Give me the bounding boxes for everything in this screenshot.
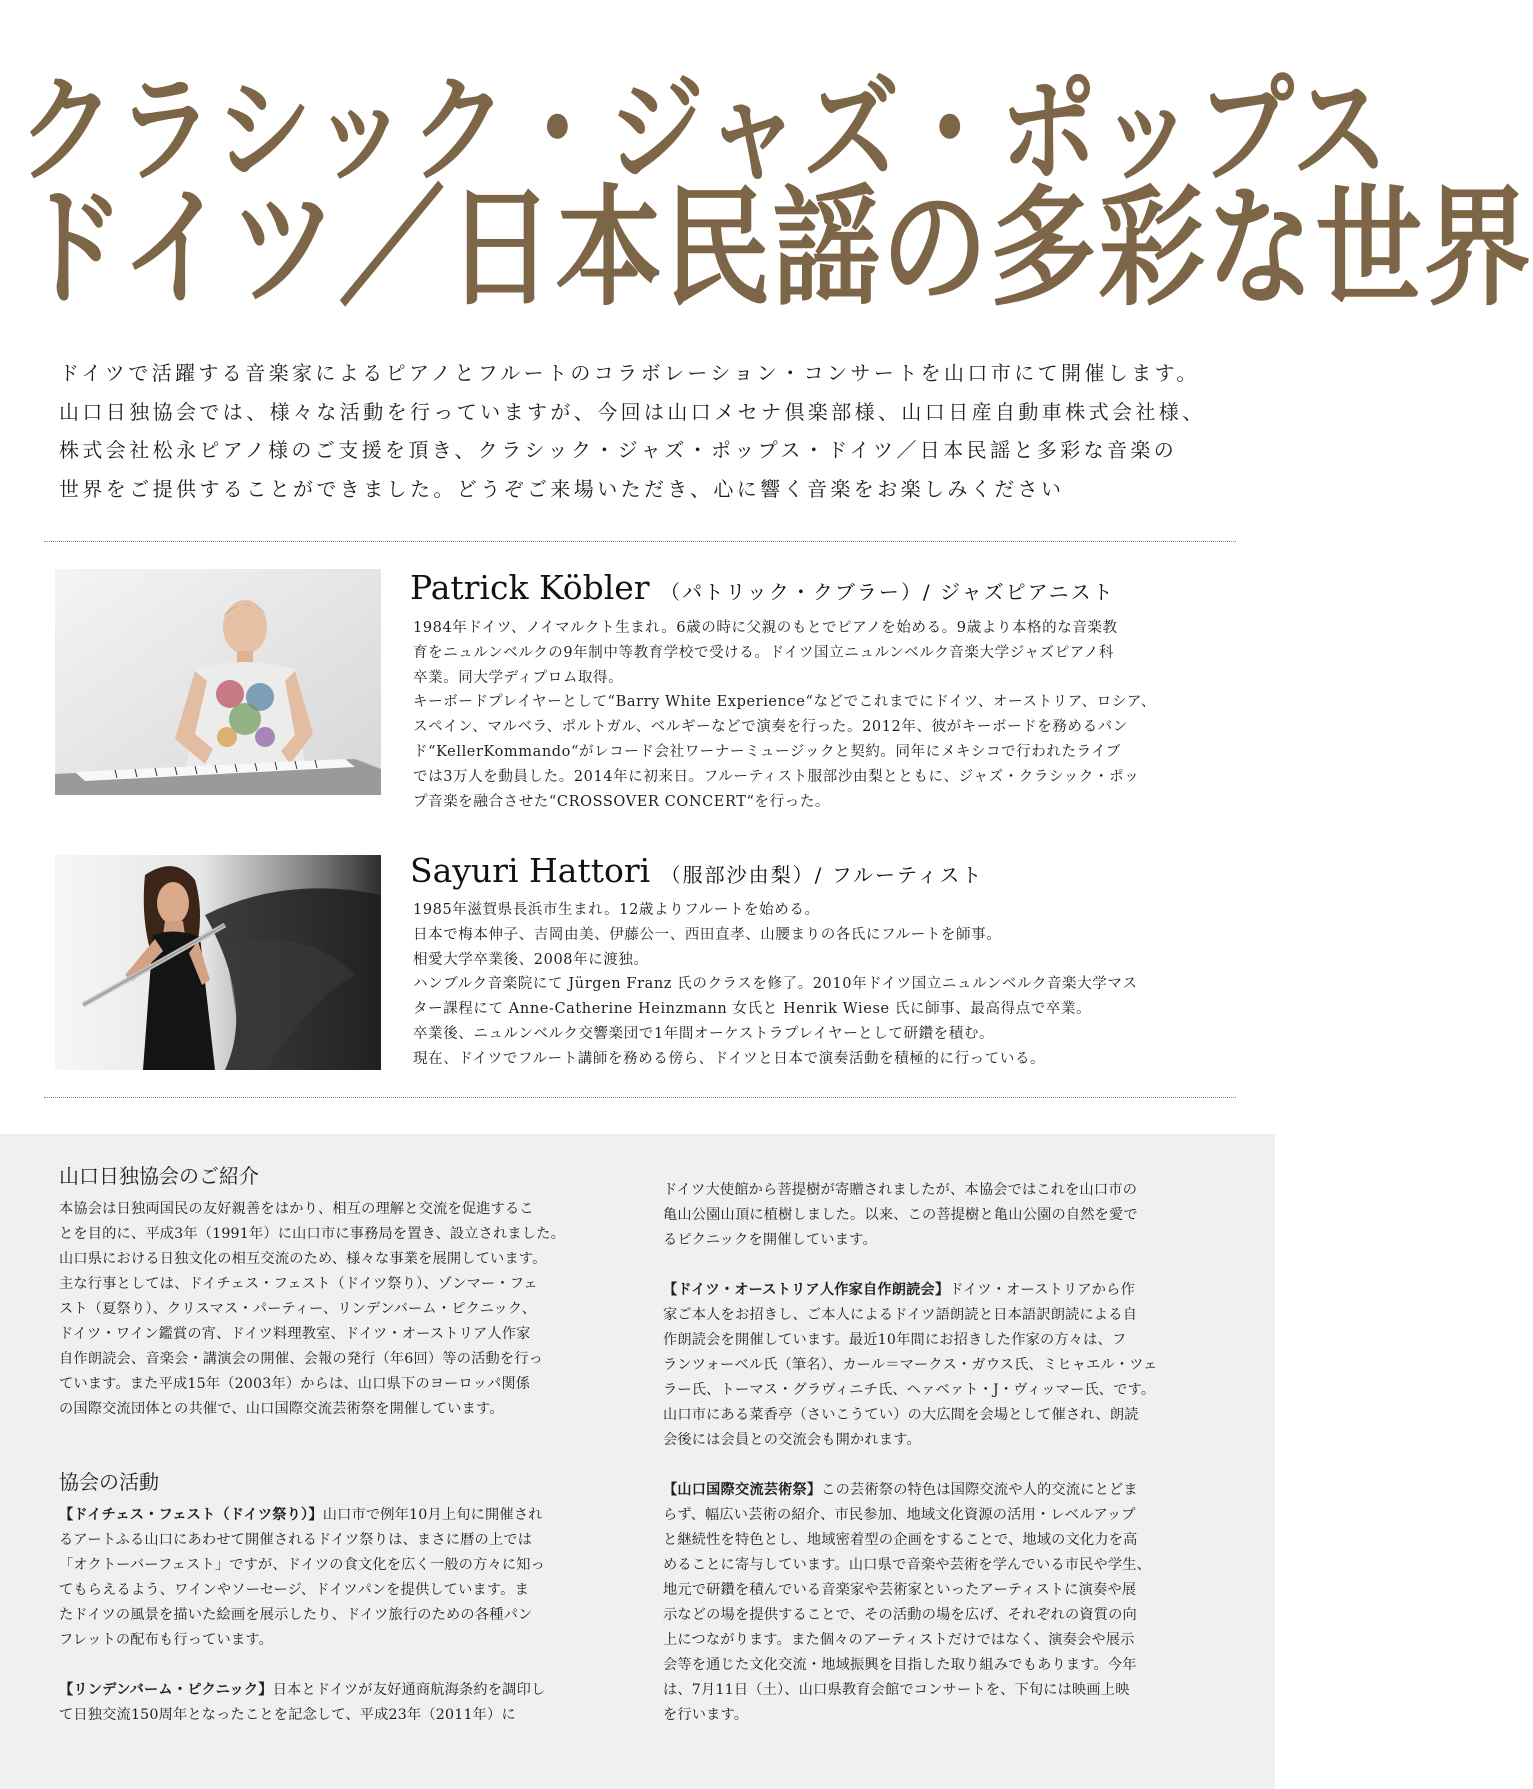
artist-bio-hattori xyxy=(413,898,1233,1072)
headline-line-1: クラシック・ジャズ・ポップス xyxy=(18,61,1391,199)
bio-line: 卒業。同大学ディプロム取得。 xyxy=(413,669,624,686)
bio-line: 1985年滋賀県長浜市生まれ。12歳よりフルートを始める。 xyxy=(413,902,820,918)
art-line: らず、幅広い芸術の紹介、市民参加、地域文化資源の活用・レベルアップ xyxy=(663,1507,1136,1523)
art-line: めることに寄与しています。山口県で音楽や芸術を学んでいる市民や学生、 xyxy=(663,1557,1152,1573)
intro-line: 山口日独協会では、様々な活動を行っていますが、今回は山口メセナ倶楽部様、山口日産自動車株式会社様、 xyxy=(59,399,1206,424)
about-line: の国際交流団体との共催で、山口国際交流芸術祭を開催しています。 xyxy=(59,1401,504,1417)
reading-line: 会後には会員との交流会も開かれます。 xyxy=(663,1432,921,1448)
art-line: この芸術祭の特色は国際交流や人的交流にとどま xyxy=(821,1482,1138,1498)
dotted-divider-top xyxy=(44,541,1236,542)
artist-name-hattori xyxy=(410,851,983,890)
bio-line: 1984年ドイツ、ノイマルクト生まれ。6歳の時に父親のもとでピアノを始める。9歳より本格的な音楽教 xyxy=(413,620,1118,636)
artist-subtitle: （服部沙由梨）/ フルーティスト xyxy=(660,863,984,887)
linden-line: るピクニックを開催しています。 xyxy=(663,1232,877,1248)
info-column-right xyxy=(663,1178,1223,1728)
about-line: ドイツ・ワイン鑑賞の宵、ドイツ料理教室、ドイツ・オーストリア人作家 xyxy=(59,1326,531,1342)
intro-paragraph xyxy=(59,354,1239,508)
fest-line: てもらえるよう、ワインやソーセージ、ドイツパンを提供しています。ま xyxy=(59,1582,529,1598)
dotted-divider-bottom xyxy=(44,1097,1236,1098)
bio-line: ハンブルク音楽院にて Jürgen Franz 氏のクラスを修了。2010年ドイツ国立ニュルンベルク音楽大学マス xyxy=(413,976,1138,993)
section-title-activities: 協会の活動 xyxy=(59,1470,159,1494)
artist-name-koebler xyxy=(410,568,1115,607)
intro-line: 世界をご提供することができました。どうぞご来場いただき、心に響く音楽をお楽しみください xyxy=(59,476,1065,501)
art-line: は、7月11日（土）、山口県教育会館でコンサートを、下旬には映画上映 xyxy=(663,1682,1130,1698)
photo-pianist xyxy=(55,569,381,795)
bio-line: 現在、ドイツでフルート講師を務める傍ら、ドイツと日本で演奏活動を積極的に行っている。 xyxy=(413,1050,1046,1067)
artist-subtitle: （パトリック・クブラー）/ ジャズピアニスト xyxy=(660,580,1115,604)
reading-line: 家ご本人をお招きし、ご本人によるドイツ語朗読と日本語訳朗読による自 xyxy=(663,1307,1138,1323)
fest-line: 「オクトーバーフェスト」ですが、ドイツの食文化を広く一般の方々に知っ xyxy=(59,1557,546,1573)
fest-line: たドイツの風景を描いた絵画を展示したり、ドイツ旅行のための各種パン xyxy=(59,1607,533,1623)
about-line: ています。また平成15年（2003年）からは、山口県下のヨーロッパ関係 xyxy=(59,1376,531,1392)
linden-line: て日独交流150周年となったことを記念して、平成23年（2011年）に xyxy=(59,1707,516,1723)
art-line: 地元で研鑽を積んでいる音楽家や芸術家といったアーティストに演奏や展 xyxy=(663,1582,1137,1598)
artist-bio-koebler xyxy=(413,616,1233,814)
fest-line: フレットの配布も行っています。 xyxy=(59,1632,273,1648)
art-line: 上につながります。また個々のアーティストだけではなく、演奏会や展示 xyxy=(663,1632,1135,1648)
art-line: を行います。 xyxy=(663,1707,749,1723)
bio-line: ド“KellerKommando“がレコード会社ワーナーミュージックと契約。同年にメキシコで行われたライブ xyxy=(413,743,1122,760)
art-line: 会等を通じた文化交流・地域振興を目指した取り組みでもあります。今年 xyxy=(663,1657,1137,1673)
linden-line: ドイツ大使館から菩提樹が寄贈されましたが、本協会ではこれを山口市の xyxy=(663,1182,1138,1198)
reading-line: ラー氏、トーマス・グラヴィニチ氏、ヘァベァト・J・ヴィッマー氏、です。 xyxy=(663,1382,1156,1398)
linden-line: 亀山公園山頂に植樹しました。以来、この菩提樹と亀山公園の自然を愛で xyxy=(663,1207,1138,1223)
art-line: 示などの場を提供することで、その活動の場を広げ、それぞれの資質の向 xyxy=(663,1607,1137,1623)
reading-line: ランツォーベル氏（筆名）、カール＝マークス・ガウス氏、ミヒャエル・ツェ xyxy=(663,1357,1158,1373)
bio-line: 日本で梅本伸子、吉岡由美、伊藤公一、西田直孝、山腰まりの各氏にフルートを師事。 xyxy=(413,926,1002,943)
artist-name: Patrick Köbler xyxy=(410,568,650,607)
photo-flutist xyxy=(55,855,381,1070)
reading-line: 作朗読会を開催しています。最近10年間にお招きした作家の方々は、フ xyxy=(663,1332,1127,1348)
about-line: 山口県における日独文化の相互交流のため、様々な事業を展開しています。 xyxy=(59,1251,547,1267)
heading-linden: 【リンデンバーム・ピクニック】 xyxy=(59,1682,273,1698)
about-line: とを目的に、平成3年（1991年）に山口市に事務局を置き、設立されました。 xyxy=(59,1226,565,1242)
heading-fest: 【ドイチェス・フェスト（ドイツ祭り）】 xyxy=(59,1507,323,1523)
about-line: 自作朗読会、音楽会・講演会の開催、会報の発行（年6回）等の活動を行っ xyxy=(59,1351,544,1367)
reading-line: ドイツ・オーストリアから作 xyxy=(949,1282,1135,1298)
bio-line: では3万人を動員した。2014年に初来日。フルーティスト服部沙由梨とともに、ジャズ・クラシック・ポッ xyxy=(413,768,1140,785)
bio-line: 育をニュルンベルクの9年制中等教育学校で受ける。ドイツ国立ニュルンベルク音楽大学ジャズピアノ科 xyxy=(413,644,1114,661)
fest-line: 山口市で例年10月上旬に開催され xyxy=(322,1507,543,1523)
about-line: スト（夏祭り）、クリスマス・パーティー、リンデンバーム・ピクニック、 xyxy=(59,1301,537,1317)
bio-line: 相愛大学卒業後、2008年に渡独。 xyxy=(413,951,649,968)
heading-reading: 【ドイツ・オーストリア人作家自作朗読会】 xyxy=(663,1282,950,1298)
heading-art-festival: 【山口国際交流芸術祭】 xyxy=(663,1482,822,1498)
artist-name: Sayuri Hattori xyxy=(410,851,651,890)
bio-line: ター課程にて Anne-Catherine Heinzmann 女氏と Henrik Wiese 氏に師事、最高得点で卒業。 xyxy=(413,1001,1092,1018)
about-line: 本協会は日独両国民の友好親善をはかり、相互の理解と交流を促進するこ xyxy=(59,1201,534,1217)
bio-line: スペイン、マルベラ、ポルトガル、ベルギーなどで演奏を行った。2012年、彼がキーボードを務めるバン xyxy=(413,719,1128,736)
linden-line: 日本とドイツが友好通商航海条約を調印し xyxy=(272,1682,546,1698)
intro-line: ドイツで活躍する音楽家によるピアノとフルートのコラボレーション・コンサートを山口市にて開催します。 xyxy=(59,361,1200,385)
reading-line: 山口市にある菜香亭（さいこうてい）の大広間を会場として催され、朗読 xyxy=(663,1407,1139,1423)
fest-line: るアートふる山口にあわせて開催されるドイツ祭りは、まさに暦の上では xyxy=(59,1532,533,1548)
headline-line-2: ドイツ／日本民謡の多彩な世界 xyxy=(18,173,1533,325)
section-title-about: 山口日独協会のご紹介 xyxy=(59,1164,259,1188)
bio-line: キーボードプレイヤーとして“Barry White Experience“などでこれまでにドイツ、オーストリア、ロシア、 xyxy=(413,694,1156,711)
info-column-left xyxy=(59,1160,624,1728)
bio-line: 卒業後、ニュルンベルク交響楽団で1年間オーケストラプレイヤーとして研鑽を積む。 xyxy=(413,1025,995,1042)
intro-line: 株式会社松永ピアノ様のご支援を頂き、クラシック・ジャズ・ポップス・ドイツ／日本民謡と多彩な音楽の xyxy=(59,438,1178,462)
art-line: と継続性を特色とし、地域密着型の企画をすることで、地域の文化力を高 xyxy=(663,1532,1138,1548)
bio-line: プ音楽を融合させた“CROSSOVER CONCERT“を行った。 xyxy=(413,793,831,810)
about-line: 主な行事としては、ドイチェス・フェスト（ドイツ祭り）、ゾンマー・フェ xyxy=(59,1276,538,1292)
